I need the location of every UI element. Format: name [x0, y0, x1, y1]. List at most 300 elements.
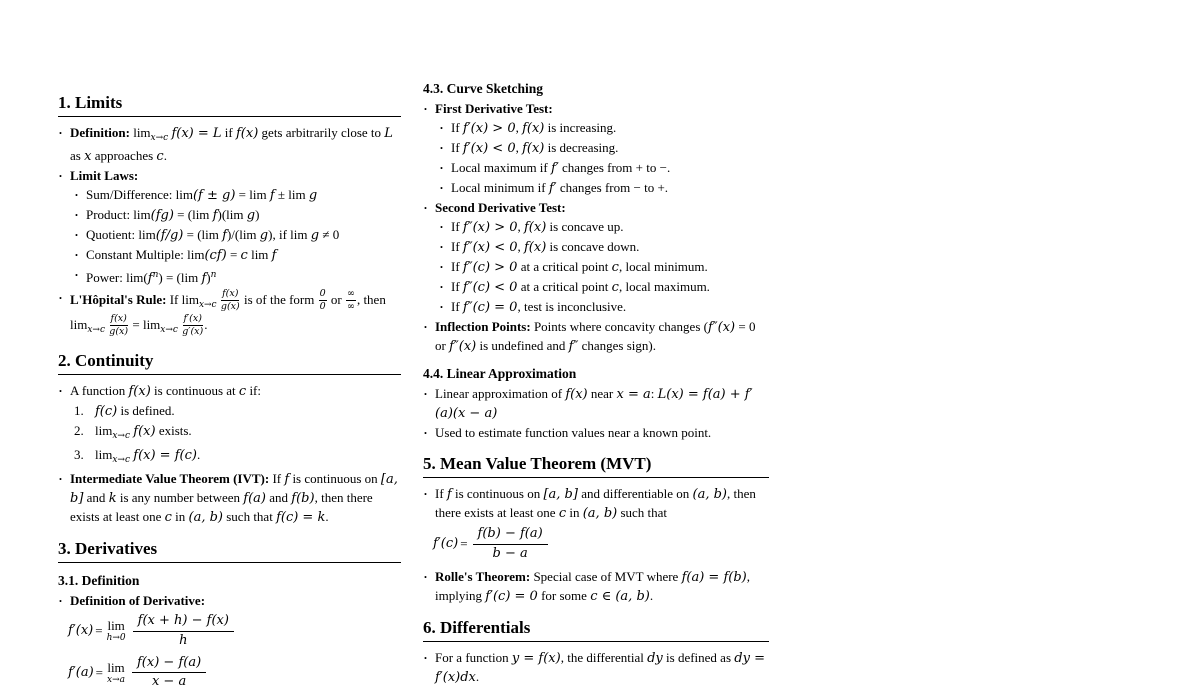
list-item-text	[435, 486, 756, 520]
bullet-icon: •	[424, 571, 427, 582]
math-run: f(x)	[128, 383, 151, 399]
text-run: ,	[515, 120, 523, 135]
math-run: g	[246, 208, 256, 223]
text-run: Linear approximation of	[435, 386, 566, 401]
inline-fraction	[182, 314, 203, 338]
bullet-icon: •	[440, 242, 443, 252]
text-run: If	[451, 259, 463, 274]
list-item-text	[451, 239, 639, 254]
bold-text-run: Intermediate Value Theorem (IVT):	[70, 470, 270, 486]
math-run: f	[222, 228, 227, 243]
text-run: changes from − to +.	[556, 180, 669, 195]
text-run: is continuous on	[289, 470, 381, 486]
list-item	[58, 289, 401, 339]
text-run: is defined as	[662, 649, 735, 665]
text-run: Local minimum if	[451, 180, 549, 195]
fraction-denominator: x − a	[151, 674, 187, 690]
bold-text-run: Definition of Derivative:	[70, 592, 206, 608]
fraction-numerator: f(x)	[221, 289, 239, 301]
text-run: Points where concavity changes (	[530, 319, 708, 334]
bullet-icon: •	[440, 143, 443, 153]
list-item	[423, 199, 769, 217]
text-run: .	[204, 316, 208, 332]
list-item-text	[435, 425, 711, 440]
inline-fraction	[109, 314, 128, 338]
list-item	[439, 218, 769, 237]
text-run: lim	[95, 422, 113, 438]
text-run: .	[325, 508, 329, 524]
text-run	[217, 292, 220, 307]
math-run: f	[212, 208, 218, 223]
list-item	[74, 206, 401, 225]
lim-word: lim	[107, 659, 125, 675]
text-run: ) = (lim	[158, 270, 202, 285]
math-run: f′(x)	[68, 623, 94, 639]
bullet-icon: •	[440, 262, 443, 272]
math-run: c	[558, 506, 567, 521]
math-run: f″	[568, 339, 579, 354]
subscript: x→c	[150, 133, 169, 143]
math-run: f′(x) < 0	[462, 141, 516, 156]
text-run: If	[451, 239, 463, 254]
bullet-list	[58, 124, 401, 339]
math-run: c	[164, 509, 172, 525]
list-item	[423, 100, 769, 118]
list-item	[439, 179, 769, 198]
display-fraction	[473, 526, 548, 563]
bold-text-run: Rolle's Theorem:	[435, 568, 531, 584]
fraction-denominator: g(x)	[220, 300, 240, 312]
list-item-text	[95, 422, 192, 441]
math-run: f(x) = f(c)	[133, 447, 197, 463]
text-run: Power: lim(	[86, 270, 148, 285]
inline-fraction	[319, 289, 327, 313]
text-run: If	[451, 279, 463, 294]
text-run: )	[255, 207, 260, 222]
lim-word: lim	[107, 618, 125, 634]
equation	[433, 526, 769, 563]
list-item-text	[70, 383, 261, 398]
text-run: ± lim	[274, 187, 309, 202]
list-item-text	[435, 319, 755, 353]
math-run: f(a)	[243, 490, 267, 506]
list-item	[74, 266, 401, 288]
text-run: is concave up.	[546, 219, 624, 234]
text-run: exists.	[155, 422, 192, 438]
bullet-list	[423, 485, 769, 606]
subscript: x→c	[112, 454, 131, 465]
bullet-icon: •	[59, 595, 62, 606]
math-run: g	[259, 228, 269, 243]
bullet-icon: •	[440, 282, 443, 292]
fraction-denominator: b − a	[492, 545, 528, 561]
text-run: lim	[129, 125, 151, 140]
section-heading: 4.3. Curve Sketching	[423, 81, 544, 96]
text-run: .	[163, 148, 167, 163]
math-run: f	[147, 271, 153, 286]
section-heading: 3.1. Definition	[58, 572, 140, 588]
list-item-text	[70, 288, 386, 337]
math-run: f″(x) < 0	[462, 240, 518, 255]
text-run: is defined.	[117, 402, 175, 418]
math-run: f	[269, 188, 275, 203]
math-run: dy = f′(x)dx	[435, 650, 765, 685]
list-item-text	[435, 101, 553, 116]
list-item	[423, 385, 769, 423]
text-run: if:	[246, 382, 261, 398]
text-run: gets arbitrarily close to	[258, 125, 385, 140]
list-item	[74, 186, 401, 205]
list-item-text	[451, 219, 624, 234]
math-run: f	[201, 271, 207, 286]
text-run: and differentiable on	[577, 486, 693, 501]
subscript: x→c	[87, 324, 106, 335]
math-run: f′(c)	[433, 536, 459, 552]
limit-operator	[107, 661, 125, 685]
math-run: (f ± g)	[192, 188, 236, 203]
list-item-text	[435, 650, 765, 684]
text-run: )	[206, 270, 211, 285]
list-item-text	[70, 593, 205, 608]
math-run: [a, b]	[543, 487, 578, 502]
section-heading: 6. Differentials	[423, 618, 769, 642]
list-item-text	[451, 140, 618, 155]
text-run: such that	[617, 505, 668, 520]
math-run: (fg)	[150, 208, 174, 223]
equation	[68, 613, 401, 650]
bullet-icon: •	[59, 128, 62, 138]
text-run: , then there exists at least one	[70, 489, 373, 524]
list-item	[58, 124, 401, 166]
text-run: Sum/Difference: lim	[86, 187, 193, 202]
math-run: [a, b]	[70, 471, 398, 506]
bullet-list	[423, 100, 769, 356]
fraction-numerator: f(x + h) − f(x)	[133, 613, 234, 632]
text-run: )/(lim	[226, 227, 260, 242]
text-run: lim	[95, 446, 113, 462]
text-run: changes from + to −.	[558, 160, 671, 175]
math-run: k	[108, 490, 117, 506]
list-item	[74, 422, 401, 445]
fraction-numerator: f(b) − f(a)	[473, 526, 548, 545]
text-run: If	[269, 470, 285, 486]
list-item-text	[435, 386, 753, 420]
math-run: f(x)	[522, 121, 545, 136]
text-run: as	[70, 148, 85, 163]
text-run: = lim	[235, 187, 270, 202]
inline-fraction	[221, 289, 240, 313]
text-run: and	[83, 489, 109, 505]
bold-text-run: Inflection Points:	[435, 319, 531, 334]
bullet-icon: •	[75, 190, 78, 200]
bold-text-run: Second Derivative Test:	[435, 200, 566, 215]
text-run: Quotient: lim	[86, 227, 156, 242]
text-run: If	[435, 486, 447, 501]
bullet-icon: •	[424, 322, 427, 332]
list-item-text	[435, 569, 750, 603]
math-run: L	[384, 126, 393, 141]
list-item-text	[86, 207, 259, 222]
list-item	[74, 446, 401, 469]
math-run: c	[238, 383, 247, 399]
subscript: x→c	[160, 324, 178, 335]
math-run: (f/g)	[155, 228, 184, 243]
bullet-icon: •	[424, 389, 427, 399]
subscript: x→c	[112, 430, 131, 441]
bullet-list	[58, 592, 401, 692]
text-run: = (lim	[173, 207, 213, 222]
list-item	[58, 470, 401, 527]
limit-operator	[107, 619, 126, 643]
fraction-numerator: f′(x)	[183, 314, 203, 326]
fraction-denominator: g′(x)	[182, 325, 204, 337]
list-item	[423, 318, 769, 356]
subscript: x→c	[198, 299, 217, 310]
text-run: , test is inconclusive.	[517, 299, 627, 314]
math-run: c ∈ (a, b)	[590, 588, 650, 604]
text-run: for some	[537, 587, 591, 603]
bullet-icon: •	[59, 171, 62, 181]
fraction-denominator: g(x)	[109, 325, 129, 337]
list-item	[439, 159, 769, 178]
section-heading: 4.4. Linear Approximation	[423, 366, 577, 381]
text-run: .	[649, 587, 654, 603]
text-run: If	[451, 299, 463, 314]
bold-text-run: Limit Laws:	[70, 168, 139, 183]
text-run: = lim	[129, 316, 161, 332]
math-run: f′(c) = 0	[485, 588, 538, 604]
list-item-text	[451, 299, 626, 314]
math-run: (a, b)	[582, 506, 618, 521]
bullet-icon: •	[424, 104, 427, 114]
math-run: (cf)	[204, 248, 227, 263]
text-run: in	[171, 508, 189, 524]
bullet-icon: •	[440, 163, 443, 173]
bullet-icon: •	[440, 302, 443, 312]
math-run: f(x)	[133, 423, 156, 439]
text-run: =	[95, 623, 103, 639]
text-run	[178, 317, 181, 332]
math-run: f	[271, 248, 277, 263]
text-run: .	[196, 446, 201, 462]
list-item	[439, 258, 769, 277]
list-item-text	[86, 270, 216, 285]
math-run: g	[308, 188, 318, 203]
math-run: f′(a)	[68, 664, 94, 680]
text-run: is of the form	[240, 291, 318, 307]
bold-text-run: First Derivative Test:	[435, 101, 553, 116]
list-item	[439, 139, 769, 158]
text-run: )(lim	[217, 207, 247, 222]
fraction-numerator: f(x)	[110, 314, 128, 326]
math-run: f	[446, 487, 452, 502]
text-run: A function	[70, 382, 129, 398]
bullet-list	[58, 382, 401, 527]
math-run: x = a	[616, 387, 651, 402]
math-run: f″(c) > 0	[462, 260, 518, 275]
list-item	[58, 592, 401, 610]
math-run: f(c)	[95, 403, 118, 419]
list-item	[439, 298, 769, 317]
display-fraction	[132, 655, 206, 692]
text-run: is concave down.	[546, 239, 640, 254]
text-run: , local maximum.	[618, 279, 710, 294]
bullet-icon: •	[59, 473, 62, 484]
math-run: f′(x) > 0	[462, 121, 516, 136]
list-item-text	[451, 259, 708, 274]
text-run: Product: lim	[86, 207, 151, 222]
bullet-icon: •	[440, 222, 443, 232]
text-run: changes sign).	[578, 338, 656, 353]
text-run: is increasing.	[544, 120, 617, 135]
text-run	[105, 317, 108, 332]
math-run: f(x)	[524, 220, 547, 235]
list-item-text	[95, 446, 201, 465]
text-run: lim	[247, 247, 272, 262]
equation	[68, 655, 401, 692]
fraction-denominator: 0	[319, 300, 326, 312]
bullet-icon: •	[424, 203, 427, 213]
section-heading: 1. Limits	[58, 93, 401, 117]
section-heading: 2. Continuity	[58, 351, 401, 375]
text-run: or	[327, 291, 346, 307]
text-run: in	[566, 505, 583, 520]
list-item-text	[95, 403, 175, 418]
text-run: ,	[517, 219, 524, 234]
text-run: , then there exists at least one	[435, 486, 756, 520]
math-run: f″(x)	[449, 339, 477, 354]
fraction-numerator: 0	[319, 289, 327, 301]
text-run: at a critical point	[517, 279, 612, 294]
list-item-text	[70, 168, 138, 183]
text-run: if	[221, 125, 236, 140]
math-run: f″(c) < 0	[462, 280, 518, 295]
list-item	[58, 167, 401, 185]
bullet-icon: •	[75, 210, 78, 220]
text-run: = 0 or	[435, 319, 756, 353]
text-run: If lim	[166, 291, 199, 307]
bullet-icon: •	[424, 428, 427, 438]
list-item-text	[86, 227, 339, 242]
text-run: = (lim	[183, 227, 223, 242]
text-run: is decreasing.	[544, 140, 619, 155]
display-fraction	[133, 613, 234, 650]
math-run: f″(x) > 0	[462, 220, 518, 235]
section-heading: 5. Mean Value Theorem (MVT)	[423, 454, 769, 478]
list-item-text	[451, 160, 670, 175]
column-right	[423, 80, 769, 688]
section-heading: 3. Derivatives	[58, 539, 401, 563]
text-run: Local maximum if	[451, 160, 552, 175]
math-run: x	[84, 149, 92, 164]
inline-fraction	[346, 289, 356, 313]
fraction-numerator: ∞	[346, 289, 356, 301]
math-run: c	[611, 260, 619, 275]
list-number: 3.	[74, 446, 84, 462]
math-run: f(x)	[522, 141, 545, 156]
text-run: If	[451, 120, 463, 135]
text-run: , implying	[435, 568, 750, 603]
text-run: :	[650, 386, 658, 401]
text-run: If	[451, 219, 463, 234]
text-run: ), if lim	[268, 227, 311, 242]
bullet-icon: •	[424, 489, 427, 499]
list-item-text	[86, 187, 317, 202]
text-run: Special case of MVT where	[530, 568, 682, 584]
text-run: approaches	[91, 148, 157, 163]
bullet-icon: •	[424, 652, 427, 663]
math-run: (a, b)	[692, 487, 727, 502]
list-item	[74, 402, 401, 421]
math-run: f(x) = L	[171, 126, 222, 141]
text-run: .	[475, 668, 480, 684]
list-item-text	[70, 125, 393, 163]
bold-text-run: L'Hôpital's Rule:	[70, 291, 167, 307]
bullet-icon: •	[75, 250, 78, 260]
math-run: y = f(x)	[511, 650, 561, 666]
list-number: 1.	[74, 402, 84, 418]
text-run: is continuous on	[451, 486, 544, 501]
math-run: f(c) = k	[276, 509, 326, 525]
list-item-text	[451, 180, 668, 195]
text-run: and	[266, 489, 292, 505]
math-run: (a, b)	[188, 509, 223, 525]
fraction-denominator: ∞	[347, 300, 355, 312]
list-item-text	[86, 247, 276, 262]
text-run: For a function	[435, 649, 512, 665]
text-run: =	[460, 536, 468, 552]
text-run: is undefined and	[476, 338, 569, 353]
bullet-list	[423, 385, 769, 442]
text-run: Constant Multiple: lim	[86, 247, 205, 262]
bullet-list	[423, 649, 769, 687]
list-item-text	[435, 200, 566, 215]
text-run: If	[451, 140, 463, 155]
math-run: f′	[551, 161, 559, 176]
list-item	[74, 246, 401, 265]
list-item	[439, 238, 769, 257]
bold-text-run: Definition:	[70, 125, 130, 140]
text-run: =	[226, 247, 241, 262]
list-item	[423, 424, 769, 442]
fraction-denominator: h	[179, 632, 188, 648]
text-run: ,	[515, 140, 523, 155]
list-item-text	[451, 120, 616, 135]
text-run: near	[587, 386, 617, 401]
text-run: =	[95, 664, 104, 680]
column-left	[58, 80, 401, 696]
math-run: c	[611, 280, 619, 295]
list-item	[439, 278, 769, 297]
math-run: f′	[548, 181, 557, 196]
math-run: f(a) = f(b)	[681, 569, 747, 585]
math-run: L(x) = f(a) + f′(a)(x − a)	[435, 387, 753, 421]
list-item	[58, 382, 401, 401]
math-run: g	[310, 228, 320, 243]
text-run: , then lim	[70, 291, 386, 332]
text-run: is continuous at	[150, 382, 239, 398]
math-run: c	[240, 248, 248, 263]
bullet-icon: •	[59, 385, 62, 396]
text-run: at a critical point	[517, 259, 612, 274]
text-run: , local minimum.	[618, 259, 708, 274]
lim-subscript: x→a	[107, 674, 125, 685]
bullet-icon: •	[440, 123, 443, 133]
math-run: dy	[647, 650, 663, 666]
superscript: n	[210, 270, 217, 280]
text-run: Used to estimate function values near a known point.	[435, 425, 712, 440]
bullet-icon: •	[75, 270, 78, 280]
